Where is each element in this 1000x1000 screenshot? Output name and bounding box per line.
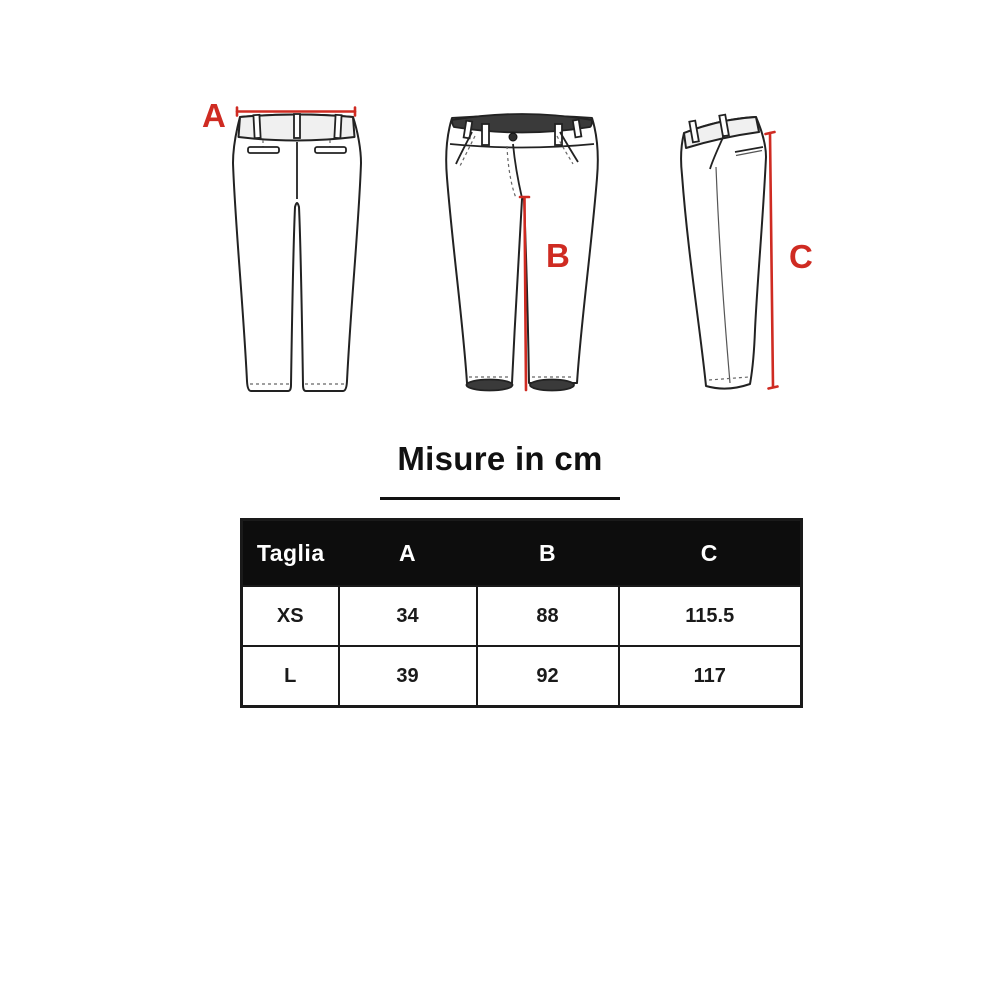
size-table-header-row xyxy=(242,520,802,587)
table-row xyxy=(242,646,802,707)
hem-opening xyxy=(467,380,513,391)
column-header-c: C xyxy=(619,520,802,587)
value-cell: 115.5 xyxy=(619,586,802,646)
back-pocket xyxy=(248,147,279,153)
page-title: Misure in cm xyxy=(397,440,603,477)
measure-label-b: B xyxy=(546,237,570,274)
value-cell: 92 xyxy=(477,646,619,707)
size-table xyxy=(240,518,803,708)
column-header-a: A xyxy=(339,520,477,587)
column-header-b: B xyxy=(477,520,619,587)
value-cell: 117 xyxy=(619,646,802,707)
measure-line-c xyxy=(766,132,778,389)
belt-loop xyxy=(334,115,341,138)
measure-label-c: C xyxy=(789,238,813,275)
side-silhouette xyxy=(681,117,766,389)
belt-loop xyxy=(294,114,300,138)
measure-label-a: A xyxy=(202,97,226,134)
size-cell: XS xyxy=(242,586,339,646)
pants-front-view-drawing xyxy=(440,100,615,410)
value-cell: 34 xyxy=(339,586,477,646)
column-header-taglia: Taglia xyxy=(242,520,339,587)
value-cell: 39 xyxy=(339,646,477,707)
hem-opening xyxy=(530,380,574,391)
inner-waistband-dark xyxy=(452,114,592,133)
belt-loop xyxy=(482,124,489,145)
belt-loop xyxy=(253,115,260,138)
waist-button xyxy=(509,133,517,141)
back-pocket xyxy=(315,147,346,153)
size-cell: L xyxy=(242,646,339,707)
title-underline xyxy=(380,497,620,500)
table-row xyxy=(242,586,802,646)
value-cell: 88 xyxy=(477,586,619,646)
pants-back-view-drawing xyxy=(225,100,370,410)
